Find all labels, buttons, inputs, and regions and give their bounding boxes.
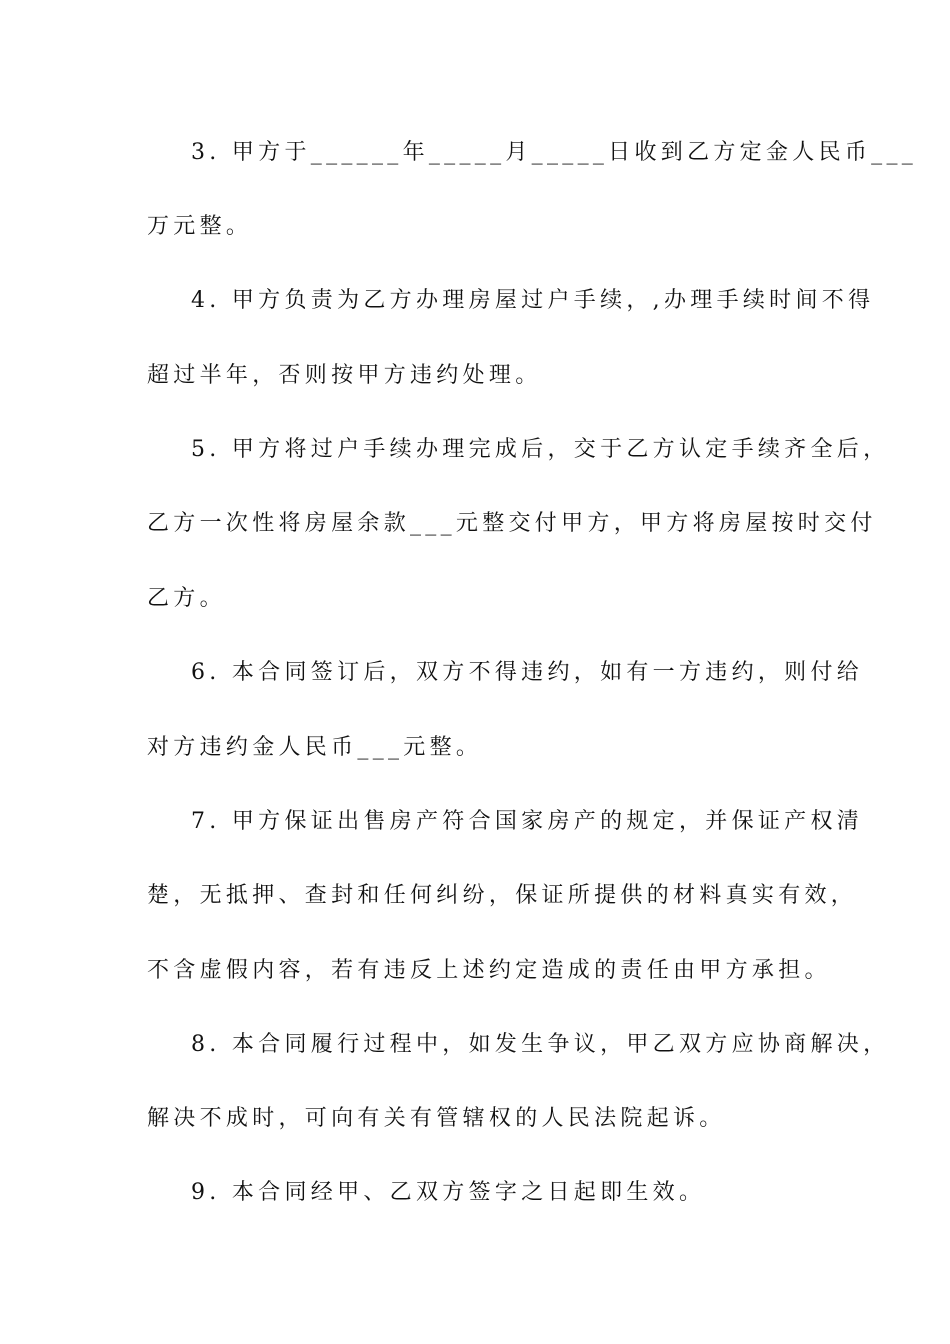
clause-6-line-2: 对方违约金人民币___元整。 (147, 735, 483, 760)
clause-4-line-2: 超过半年，否则按甲方违约处理。 (147, 363, 542, 388)
clause-9-line-1: 9. 本合同经甲、乙双方签字之日起即生效。 (191, 1180, 706, 1205)
clause-5-line-1: 5. 甲方将过户手续办理完成后，交于乙方认定手续齐全后， (191, 437, 890, 462)
clause-8-line-1: 8. 本合同履行过程中，如发生争议，甲乙双方应协商解决， (191, 1032, 890, 1057)
clause-3-line-2: 万元整。 (147, 214, 253, 239)
clause-7-line-1: 7. 甲方保证出售房产符合国家房产的规定，并保证产权清 (191, 809, 864, 834)
clause-7-line-2: 楚，无抵押、查封和任何纠纷，保证所提供的材料真实有效， (147, 883, 858, 908)
clause-4-line-1: 4. 甲方负责为乙方办理房屋过户手续，,办理手续时间不得 (191, 288, 875, 313)
clause-6-line-1: 6. 本合同签订后，双方不得违约，如有一方违约，则付给 (191, 660, 864, 685)
clause-5-line-2: 乙方一次性将房屋余款___元整交付甲方，甲方将房屋按时交付 (147, 511, 877, 536)
clause-7-line-3: 不含虚假内容，若有违反上述约定造成的责任由甲方承担。 (147, 958, 831, 983)
clause-5-line-3: 乙方。 (147, 586, 226, 611)
clause-8-line-2: 解决不成时，可向有关有管辖权的人民法院起诉。 (147, 1106, 726, 1131)
clause-3-line-1: 3. 甲方于______年_____月_____日收到乙方定金人民币___ (191, 140, 918, 165)
